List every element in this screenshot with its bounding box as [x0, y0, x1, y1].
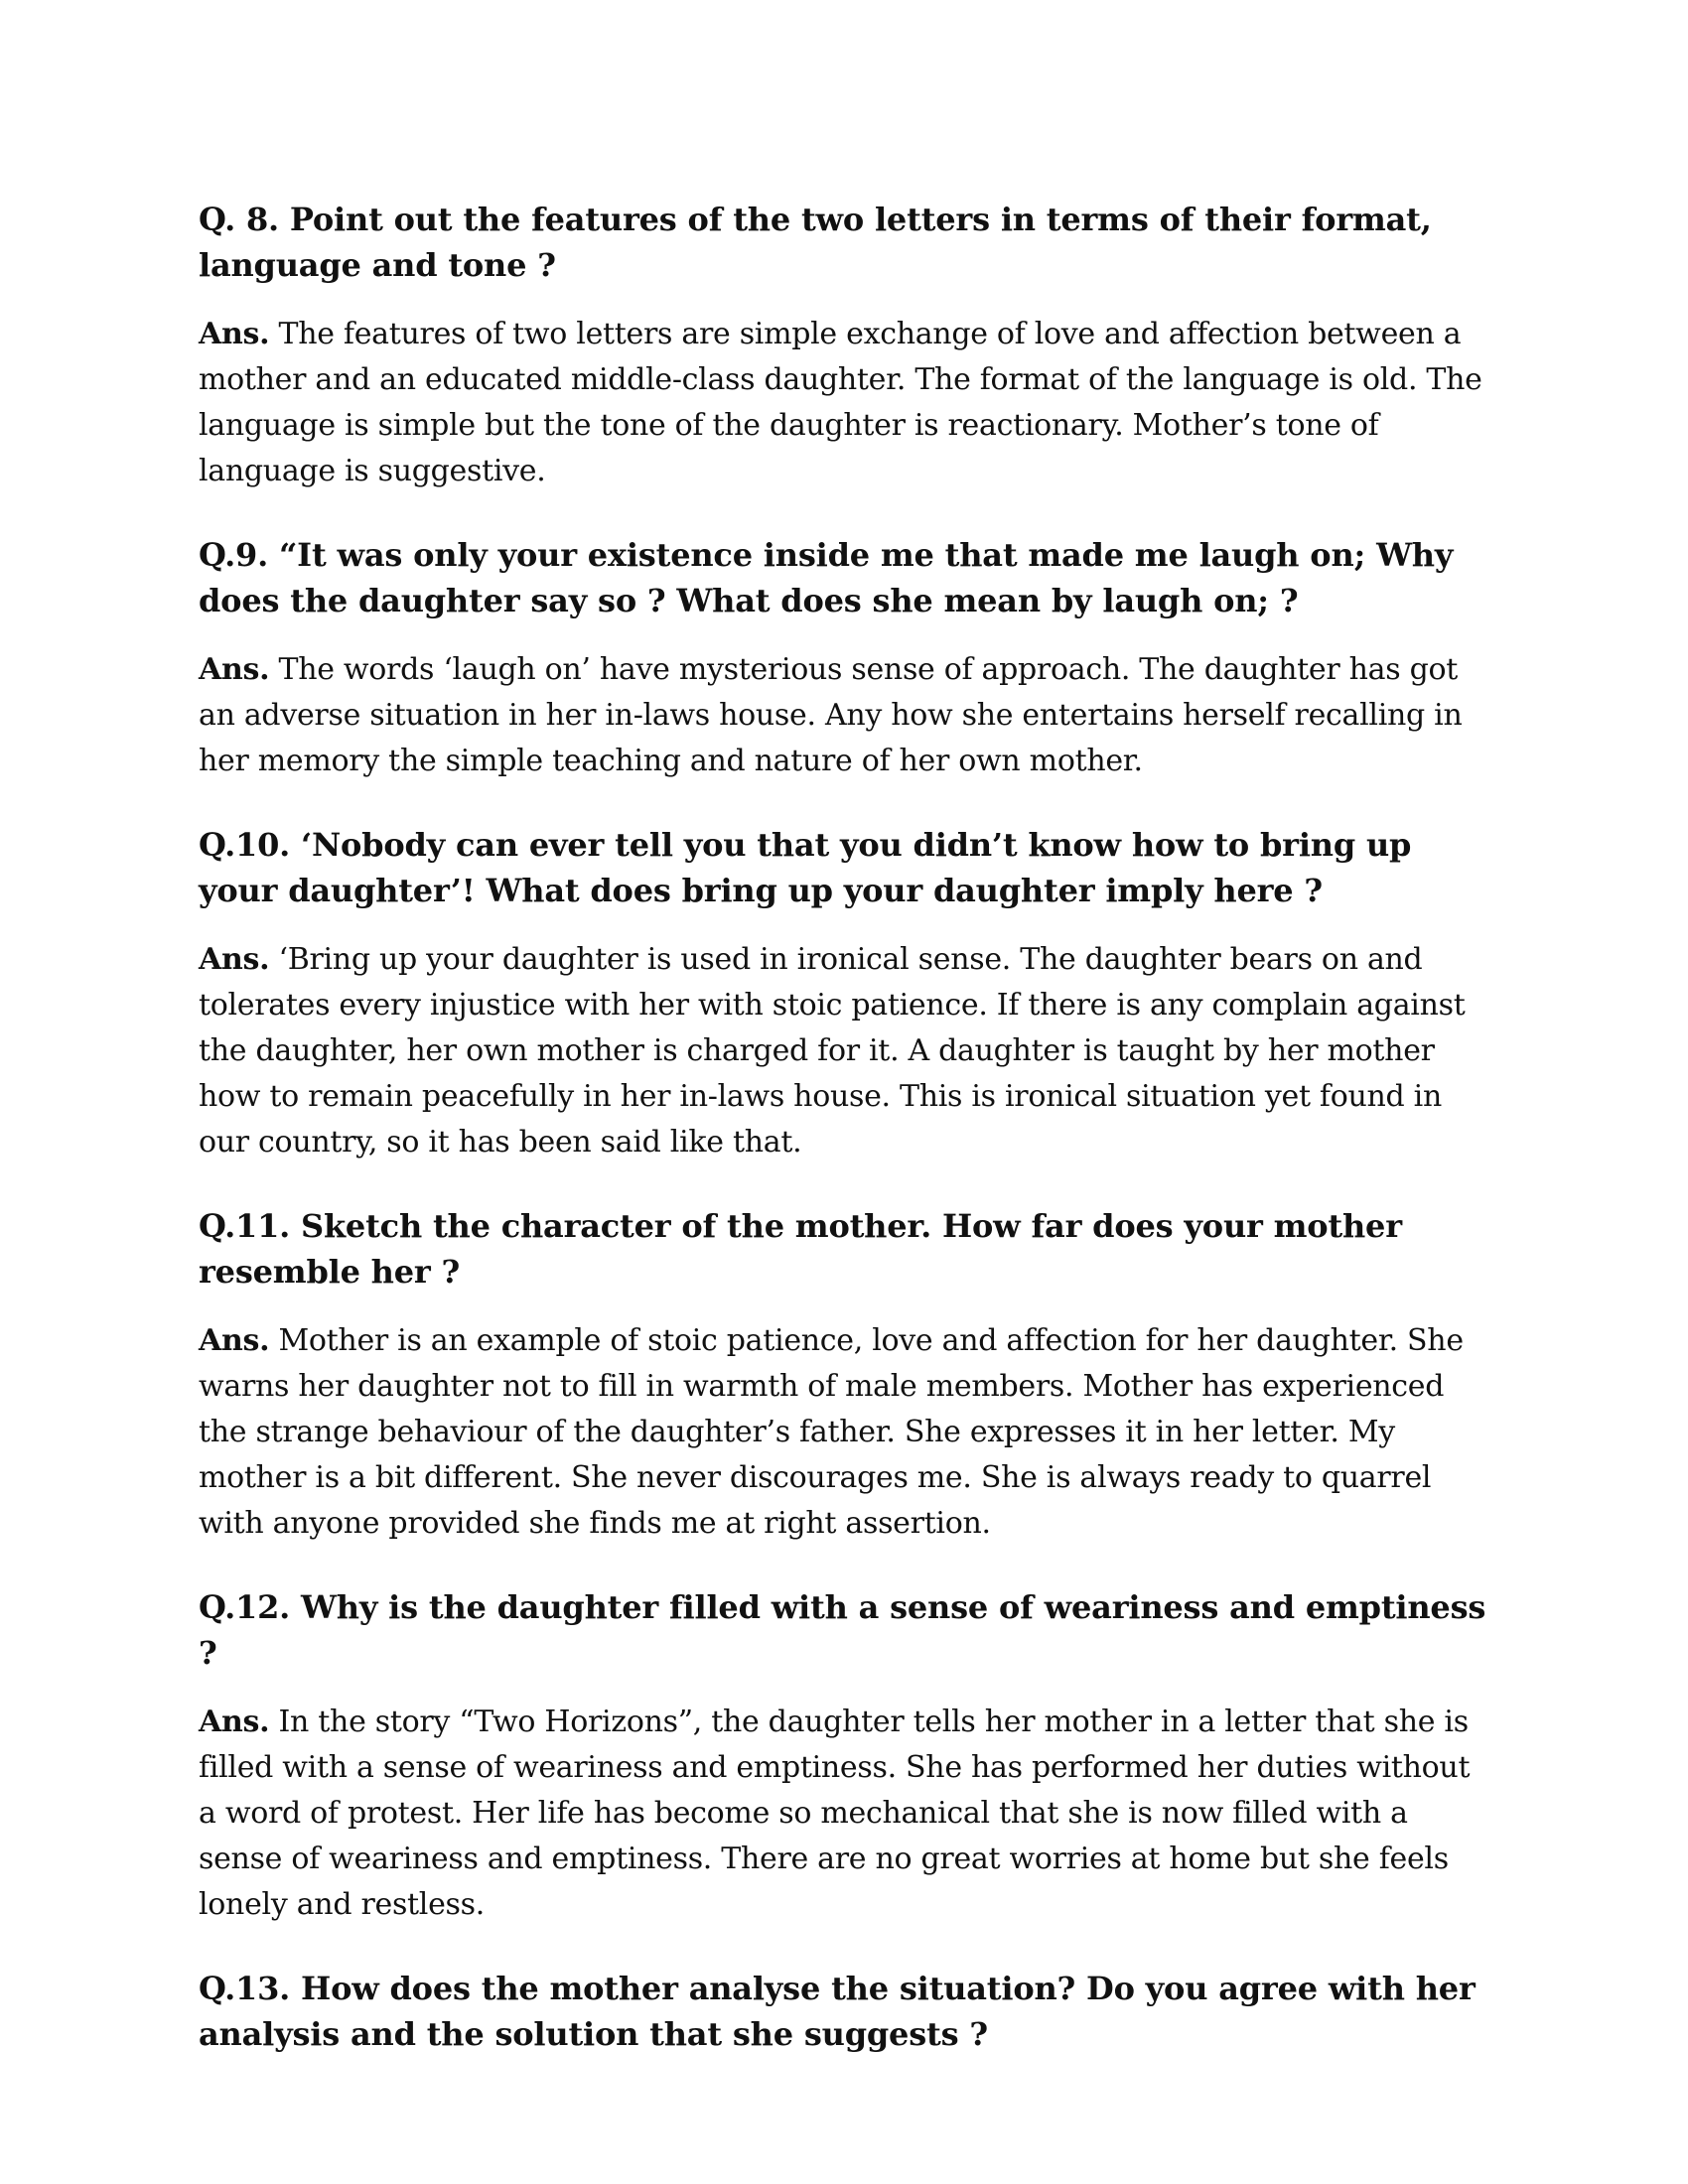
qa-content — [199, 197, 1489, 2095]
answer-label: Ans. — [199, 317, 270, 351]
qa-item-q12 — [199, 1584, 1489, 1928]
answer-paragraph — [199, 647, 1489, 784]
question-text: Q.11. Sketch the character of the mother. How far does your mother resemble her ? — [199, 1207, 1402, 1291]
answer-text: Mother is an example of stoic patience, love and affection for her daughter. She warns her daughter not to fill in warmth of male members. Mother has experienced the strange behaviour of the daughter’s father. She expresses it in her letter. My mother is a bit different. She never discourages me. She is always ready to quarrel with anyone provided she finds me at right assertion. — [199, 1323, 1464, 1541]
qa-item-q13 — [199, 1966, 1489, 2057]
answer-text: The words ‘laugh on’ have mysterious sense of approach. The daughter has got an adverse situation in her in-laws house. Any how she entertains herself recalling in her memory the simple teaching and nature of her own mother. — [199, 652, 1463, 778]
answer-text: In the story “Two Horizons”, the daughter tells her mother in a letter that she is filled with a sense of weariness and emptiness. She has performed her duties without a word of protest. Her life has become so mechanical that she is now filled with a sense of weariness and emptiness. There are no great worries at home but she feels lonely and restless. — [199, 1705, 1471, 1922]
answer-text: The features of two letters are simple exchange of love and affection between a mother and an educated middle-class daughter. The format of the language is old. The language is simple but the tone of the daughter is reactionary. Mother’s tone of language is suggestive. — [199, 317, 1482, 488]
qa-item-q10 — [199, 822, 1489, 1165]
answer-label: Ans. — [199, 1323, 270, 1358]
question-text: Q.9. “It was only your existence inside me that made me laugh on; Why does the daughter say so ? What does she mean by laugh on; ? — [199, 536, 1454, 619]
answer-paragraph — [199, 1318, 1489, 1547]
answer-paragraph — [199, 1700, 1489, 1928]
question-text: Q.12. Why is the daughter filled with a sense of weariness and emptiness ? — [199, 1588, 1486, 1672]
answer-label: Ans. — [199, 652, 270, 687]
answer-text: ‘Bring up your daughter is used in ironical sense. The daughter bears on and tolerates every injustice with her with stoic patience. If there is any complain against the daughter, her own mother is charged for it. A daughter is taught by her mother how to remain peacefully in her in-laws house. This is ironical situation yet found in our country, so it has been said like that. — [199, 942, 1466, 1160]
qa-item-q8 — [199, 197, 1489, 494]
qa-item-q9 — [199, 532, 1489, 784]
question-text: Q.10. ‘Nobody can ever tell you that you didn’t know how to bring up your daughter’! What does bring up your daughter imply here ? — [199, 826, 1412, 909]
answer-paragraph — [199, 937, 1489, 1165]
answer-paragraph — [199, 312, 1489, 494]
answer-label: Ans. — [199, 1705, 270, 1739]
question-text: Q.13. How does the mother analyse the situation? Do you agree with her analysis and the solution that she suggests ? — [199, 1970, 1476, 2053]
qa-item-q11 — [199, 1203, 1489, 1547]
answer-label: Ans. — [199, 942, 270, 977]
question-text: Q. 8. Point out the features of the two letters in terms of their format, language and tone ? — [199, 201, 1432, 284]
